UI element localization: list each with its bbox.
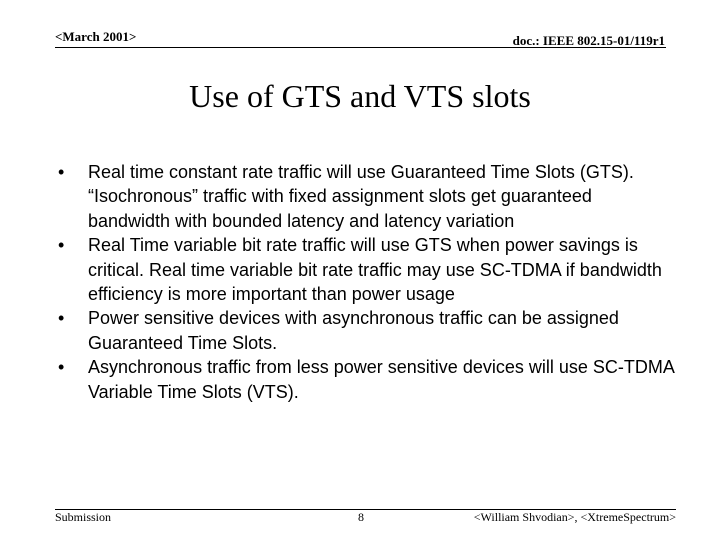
footer-submission: Submission: [55, 510, 112, 524]
bullet-item: [58, 306, 678, 355]
bullet-text: Real Time variable bit rate traffic will use GTS when power savings is critical. Real time variable bit rate traffic may use SC-TDMA if bandwidth efficiency is more important than power usage: [88, 235, 662, 305]
bullet-item: [58, 355, 678, 404]
header-doc-id: doc.: IEEE 802.15-01/119r1: [512, 33, 665, 48]
bullet-dot-icon: •: [58, 162, 65, 182]
footer-author: <William Shvodian>, <XtremeSpectrum>: [473, 510, 676, 524]
header-divider: [55, 47, 666, 48]
bullet-dot-icon: •: [58, 308, 65, 329]
bullet-text: Power sensitive devices with asynchronous traffic can be assigned Guaranteed Time Slots.: [88, 308, 619, 353]
bullet-dot-icon: •: [58, 357, 65, 378]
bullet-text: Asynchronous traffic from less power sensitive devices will use SC-TDMA Variable Time Slots (VTS).: [88, 357, 674, 402]
header-date: <March 2001>: [55, 29, 137, 44]
bullet-list: [58, 160, 678, 404]
bullet-dot-icon: •: [58, 235, 65, 256]
footer-page-number: 8: [358, 510, 364, 524]
slide-title: Use of GTS and VTS slots: [189, 78, 531, 114]
bullet-item: [58, 160, 678, 233]
bullet-item: [58, 233, 678, 306]
bullet-text: Real time constant rate traffic will use Guaranteed Time Slots (GTS). “Isochronous” traffic with fixed assignment slots get guaranteed bandwidth with bounded latency and latency variation: [88, 162, 634, 231]
